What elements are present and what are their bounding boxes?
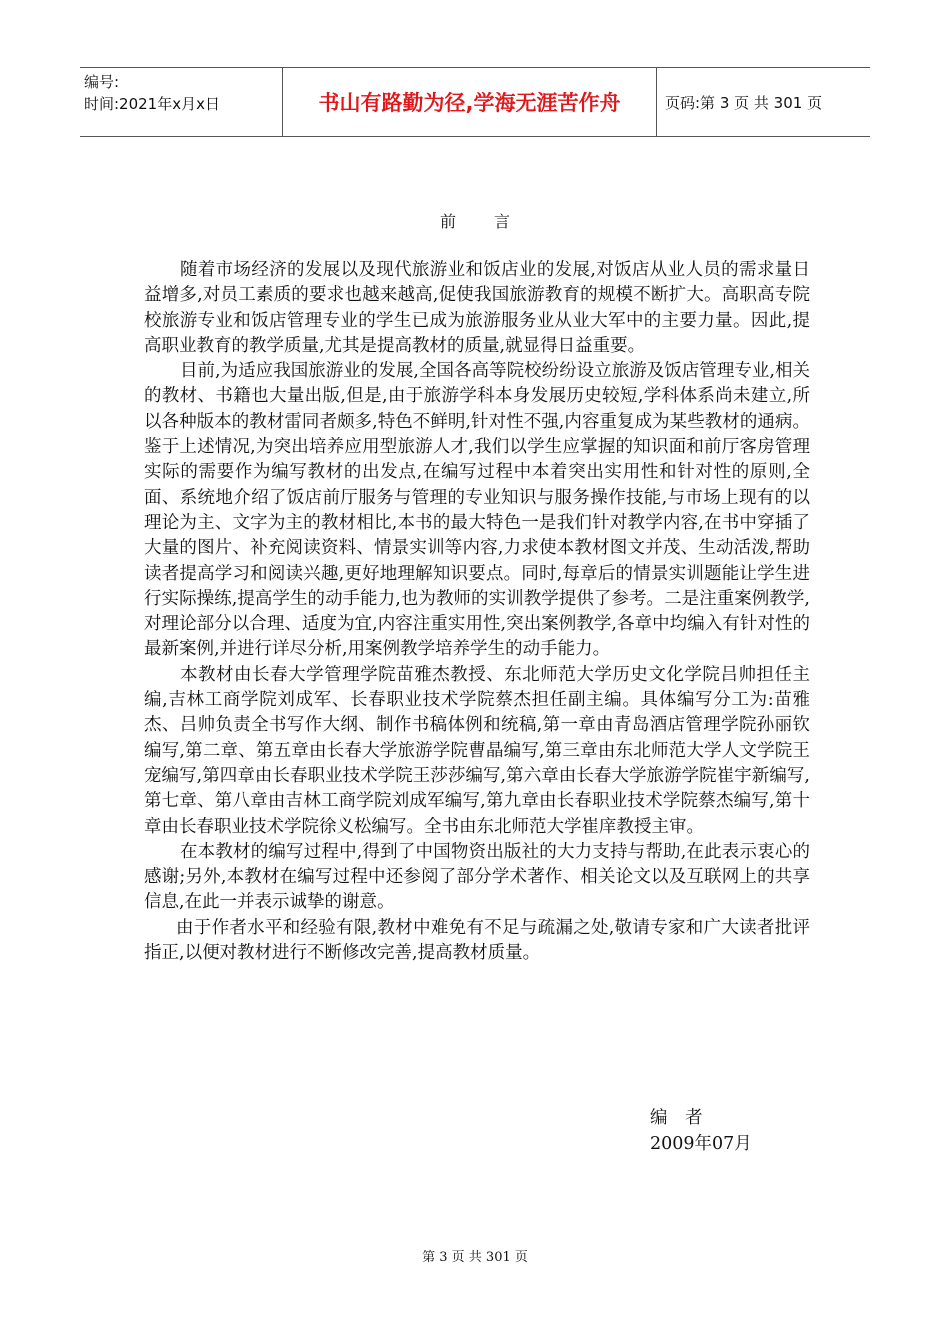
time-label: 时间:2021年x月x日 [84,95,220,113]
header-motto: 书山有路勤为径,学海无涯苦作舟 [283,68,657,136]
paragraph-2: 目前,为适应我国旅游业的发展,全国各高等院校纷纷设立旅游及饭店管理专业,相关的教材、书籍也大量出版,但是,由于旅游学科本身发展历史较短,学科体系尚未建立,所以各种版本的教材雷同者颇多,特色不鲜明,针对性不强,内容重复成为某些教材的通病。鉴于上述情况,为突出培养应用型旅游人才,我们以学生应掌握的知识面和前厅客房管理实际的需要作为编写教材的出发点,在编写过程中本着突出实用性和针对性的原则,全面、系统地介绍了饭店前厅服务与管理的专业知识与服务操作技能,与市场上现有的以理论为主、文字为主的教材相比,本书的最大特色一是我们针对教学内容,在书中穿插了大量的图片、补充阅读资料、情景实训等内容,力求使本教材图文并茂、生动活泼,帮助读者提高学习和阅读兴趣,更好地理解知识要点。同时,每章后的情景实训题能让学生进行实际操练,提高学生的动手能力,也为教师的实训教学提供了参考。二是注重案例教学,对理论部分以合理、适度为宜,内容注重实用性,突出案例教学,各章中均编入有针对性的最新案例,并进行详尽分析,用案例教学培养学生的动手能力。 [144,361,810,660]
paragraph-3: 本教材由长春大学管理学院苗雅杰教授、东北师范大学历史文化学院吕帅担任主编,吉林工商学院刘成军、长春职业技术学院蔡杰担任副主编。具体编写分工为:苗雅杰、吕帅负责全书写作大纲、制作书稿体例和统稿,第一章由青岛酒店管理学院孙丽钦编写,第二章、第五章由长春大学旅游学院曹晶编写,第三章由东北师范大学人文学院王宠编写,第四章由长春职业技术学院王莎莎编写,第六章由长春大学旅游学院崔宇新编写,第七章、第八章由吉林工商学院刘成军编写,第九章由长春职业技术学院蔡杰编写,第十章由长春职业技术学院徐义松编写。全书由东北师范大学崔庠教授主审。 [144,664,810,837]
signature-block [650,1105,752,1157]
page-title [0,209,950,232]
header-meta [80,68,283,136]
header-page-label: 页码:第 3 页 共 301 页 [665,93,823,112]
paragraph-1: 随着市场经济的发展以及现代旅游业和饭店业的发展,对饭店从业人员的需求量日益增多,对员工素质的要求也越来越高,促使我国旅游教育的规模不断扩大。高职高专院校旅游专业和饭店管理专业的学生已成为旅游服务业从业大军中的主要力量。因此,提高职业教育的教学质量,尤其是提高教材的质量,就显得日益重要。 [144,260,810,356]
number-label: 编号: [84,73,120,91]
title-char-2: 言 [494,212,511,231]
page-footer: 第 3 页 共 301 页 [422,1250,528,1265]
paragraph-5: 由于作者水平和经验有限,教材中难免有不足与疏漏之处,敬请专家和广大读者批评指正,以便对教材进行不断修改完善,提高教材质量。 [144,917,810,964]
preface-body [144,258,810,966]
signature-author: 编 者 [650,1108,703,1128]
title-char-1: 前 [439,212,456,231]
paragraph-4: 在本教材的编写过程中,得到了中国物资出版社的大力支持与帮助,在此表示衷心的感谢;另外,本教材在编写过程中还参阅了部分学术著作、相关论文以及互联网上的共享信息,在此一并表示诚挚的谢意。 [144,841,810,913]
page-header [80,67,870,137]
signature-date: 2009年07月 [650,1134,752,1154]
